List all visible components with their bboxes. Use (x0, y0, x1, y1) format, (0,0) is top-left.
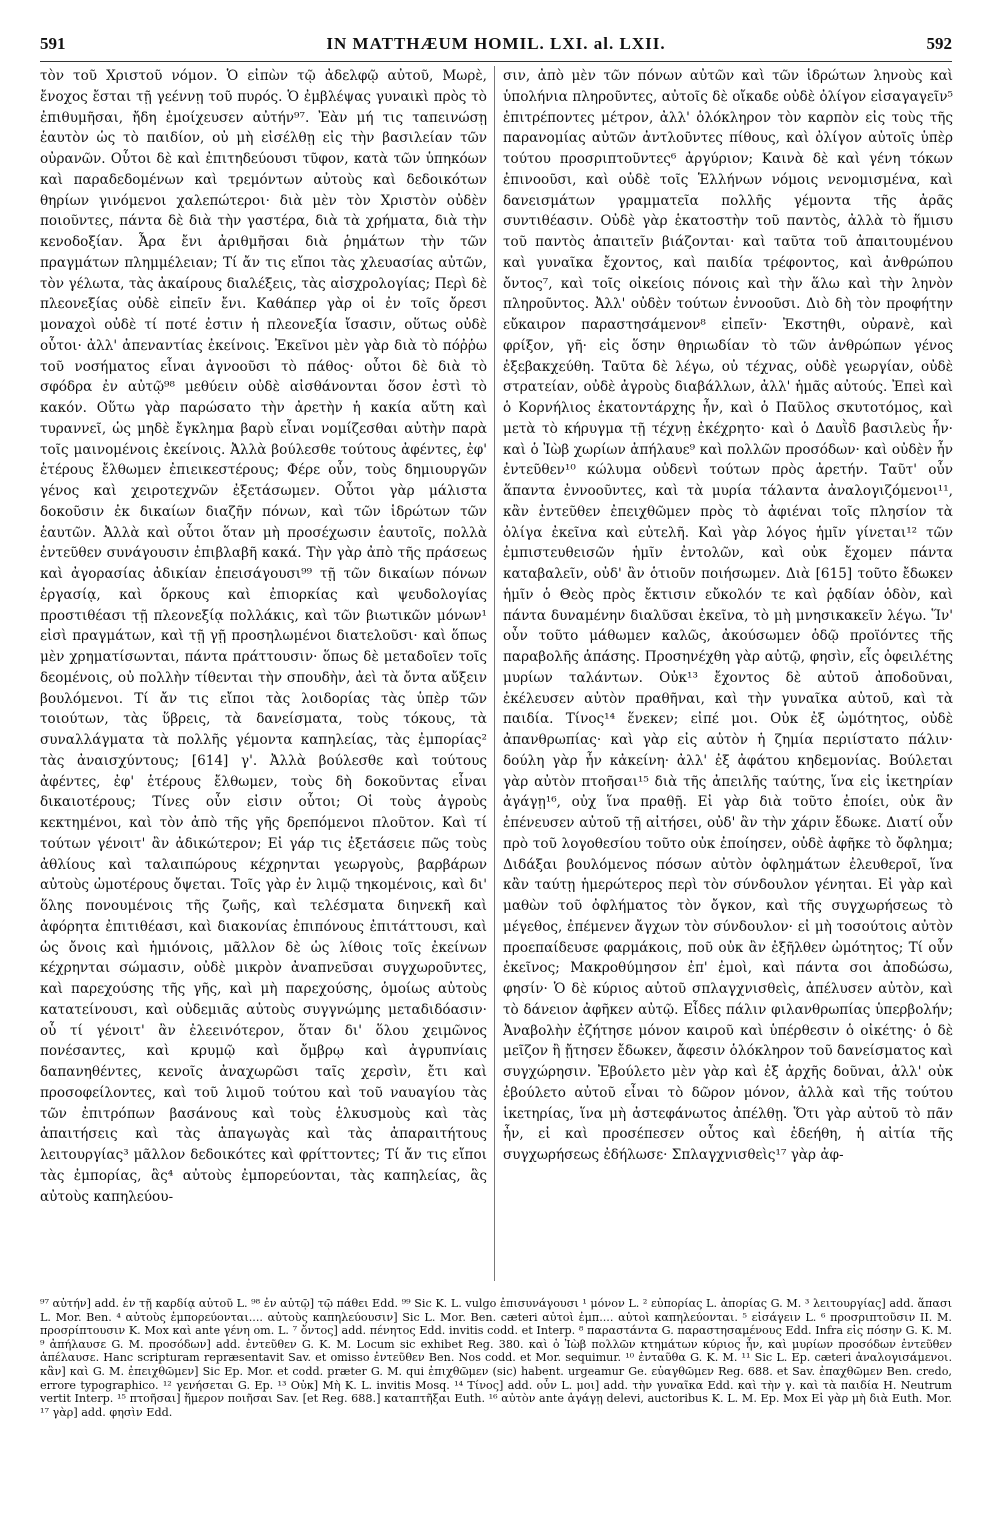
header-rule (40, 61, 952, 62)
running-title: IN MATTHÆUM HOMIL. LXI. al. LXII. (326, 34, 666, 53)
page-number-right: 592 (926, 34, 952, 53)
left-column (40, 66, 487, 1281)
right-column-text: σιν, ἀπὸ μὲν τῶν πόνων αὐτῶν καὶ τῶν ἱδρώτων ληνοὺς καὶ ὑπολήνια πληροῦντες, αὐτοῖς δὲ οἴκαδε οὐδὲ ὀλίγον εἰσαγαγεῖν⁵ ἐπιτρέποντες μέτρον, ἀλλ' ὁλόκληρον τὸν καρπὸν εἰς τοὺς τῆς παρανομίας αὐτῶν ἀντλοῦντες πίθους, καὶ ὀλίγον αὐτοῖς ὑπὲρ τούτου προσριπτοῦντες⁶ ἀργύριον; Καινὰ δὲ καὶ γένη τόκων ἐπινοοῦσι, καὶ οὐδὲ τοῖς Ἑλλήνων νόμοις νενομισμένα, καὶ δανεισμάτων γραμματεῖα πολλῆς γέμοντα τῆς ἀρᾶς συντιθέασιν. Οὐδὲ γὰρ ἑκατοστὴν τοῦ παντὸς, ἀλλὰ τὸ ἥμισυ τοῦ παντὸς ἀπαιτεῖν βιάζονται· καὶ ταῦτα τοῦ ἀπαιτουμένου καὶ γυναῖκα ἔχοντος, καὶ παιδία τρέφοντος, καὶ ἀνθρώπου ὄντος⁷, καὶ τοῖς οἰκείοις πόνοις καὶ τὴν ἅλω καὶ τὴν ληνὸν πληροῦντος. Ἀλλ' οὐδὲν τούτων ἐννοοῦσι. Διὸ δὴ τὸν προφήτην εὔκαιρον παραστησάμενον⁸ εἰπεῖν· Ἐκστηθι, οὐρανὲ, καὶ φρίξον, γῆ· εἰς ὅσην θηριωδίαν τὸ τῶν ἀνθρώπων γένος ἐξεβακχεύθη. Ταῦτα δὲ λέγω, οὐ τέχνας, οὐδὲ γεωργίαν, οὐδὲ στρατείαν, οὐδὲ ἀγροὺς διαβάλλων, ἀλλ' ἡμᾶς αὐτούς. Ἐπεὶ καὶ ὁ Κορνήλιος ἑκατοντάρχης ἦν, καὶ ὁ Παῦλος σκυτοτόμος, καὶ μετὰ τὸ κήρυγμα τῇ τέχνῃ ἐκέχρητο· καὶ ὁ Δαυῒδ βασιλεὺς ἦν· καὶ ὁ Ἰὼβ χωρίων ἀπήλαυε⁹ καὶ πολλῶν προσόδων· καὶ οὐδὲν ἦν ἐντεῦθεν¹⁰ κώλυμα οὐδενὶ τούτων πρὸς ἀρετήν. Ταῦτ' οὖν ἅπαντα ἐννοοῦντες, καὶ τὰ μυρία τάλαντα ἀναλογιζόμενοι¹¹, κἂν ἐντεῦθεν ἐπειχθῶμεν πρὸς τὸ ἀφιέναι τοῖς πλησίον τὰ ὀλίγα ἐκεῖνα καὶ εὐτελῆ. Καὶ γὰρ λόγος ἡμῖν γίνεται¹² τῶν ἐμπιστευθεισῶν ἡμῖν ἐντολῶν, καὶ οὐκ ἔχομεν πάντα καταβαλεῖν, οὐδ' ἂν ὁτιοῦν ποιήσωμεν. Διὰ [615] τοῦτο ἔδωκεν ἡμῖν ὁ Θεὸς πρὸς ἔκτισιν εὔκολόν τε καὶ ῥᾳδίαν ὁδὸν, καὶ πάντα δυναμένην διαλῦσαι ἐκεῖνα, τὸ μὴ μνησικακεῖν λέγω. Ἵν' οὖν τοῦτο μάθωμεν καλῶς, ἀκούσωμεν ὁδῷ προϊόντες τῆς παραβολῆς ἁπάσης. Προσηνέχθη γὰρ αὐτῷ, φησὶν, εἷς ὀφειλέτης μυρίων ταλάντων. Οὐκ¹³ ἔχοντος δὲ αὐτοῦ ἀποδοῦναι, ἐκέλευσεν αὐτὸν πραθῆναι, καὶ τὴν γυναῖκα αὐτοῦ, καὶ τὰ παιδία. Τίνος¹⁴ ἕνεκεν; εἰπέ μοι. Οὐκ ἐξ ὠμότητος, οὐδὲ ἀπανθρωπίας· καὶ γὰρ εἰς αὐτὸν ἡ ζημία περιίστατο πάλιν· δούλη γὰρ ἦν κἀκείνη· ἀλλ' ἐξ ἀφάτου κηδεμονίας. Βούλεται γὰρ αὐτὸν πτοῆσαι¹⁵ διὰ τῆς ἀπειλῆς ταύτης, ἵνα εἰς ἱκετηρίαν ἀγάγῃ¹⁶, οὐχ ἵνα πραθῇ. Εἰ γὰρ διὰ τοῦτο ἐποίει, οὐκ ἂν ἐπένευσεν αὐτοῦ τῇ αἰτήσει, οὐδ' ἂν τὴν χάριν ἔδωκε. Διατί οὖν πρὸ τοῦ λογοθεσίου τοῦτο οὐκ ἐποίησεν, οὐδὲ ἀφῆκε τὸ ὄφλημα; Διδάξαι βουλόμενος πόσων αὐτὸν ὀφλημάτων ἐλευθεροῖ, ἵνα κἂν ταύτῃ ἡμερώτερος περὶ τὸν σύνδουλον γένηται. Εἰ γὰρ καὶ μαθὼν τοῦ ὀφλήματος τὸν ὄγκον, καὶ τῆς συγχωρήσεως τὸ μέγεθος, ἐπέμενεν ἄγχων τὸν σύνδουλον· εἰ μὴ τοσούτοις αὐτὸν προεπαίδευσε φαρμάκοις, ποῦ οὐκ ἂν ἐξῆλθεν ὠμότητος; Τί οὖν ἐκεῖνος; Μακροθύμησον ἐπ' ἐμοὶ, καὶ πάντα σοι ἀποδώσω, φησίν· Ὁ δὲ κύριος αὐτοῦ σπλαγχνισθεὶς, ἀπέλυσεν αὐτὸν, καὶ τὸ δάνειον ἀφῆκεν αὐτῷ. Εἶδες πάλιν φιλανθρωπίας ὑπερβολήν; Ἀναβολὴν ἐζήτησε μόνον καιροῦ καὶ ὑπέρθεσιν ὁ οἰκέτης· ὁ δὲ μεῖζον ἢ ᾔτησεν ἔδωκεν, ἄφεσιν ὁλόκληρον τοῦ δανείσματος καὶ συγχώρησιν. Ἐβούλετο μὲν γὰρ καὶ ἐξ ἀρχῆς δοῦναι, ἀλλ' οὐκ ἐβούλετο αὐτοῦ εἶναι τὸ δῶρον μόνον, ἀλλὰ καὶ τῆς τούτου ἱκετηρίας, ἵνα μὴ ἀστεφάνωτος ἀπέλθῃ. Ὅτι γὰρ αὐτοῦ τὸ πᾶν ἦν, εἰ καὶ προσέπεσεν οὗτος καὶ ἐδεήθη, ἡ αἰτία τῆς συγχωρήσεως ἐδήλωσε· Σπλαγχνισθεὶς¹⁷ γὰρ ἀφ- (503, 68, 953, 1163)
footnotes-text: ⁹⁷ αὐτήν] add. ἐν τῇ καρδίᾳ αὐτοῦ L. ⁹⁸ ἐν αὐτῷ] τῷ πάθει Edd. ⁹⁹ Sic K. L. vulgo ἐπισυνάγουσι ¹ μόνον L. ² εὐπορίας L. ἀπορίας G. M. ³ λειτουργίας] add. ἅπασι L. Mor. Ben. ⁴ αὐτοὺς ἐμπορεύονται.... αὐτοὺς καπηλεύουσιν] Sic L. Mor. Ben. cæteri αὐτοὶ ἐμπ.... αὐτοὶ καπηλεύονται. ⁵ εἰσάγειν L. ⁶ προσριπτοῦσιν II. M. προσρίπτουσιν K. Mox καὶ ante γένη om. L. ⁷ ὄντος] add. πένητος Edd. invitis codd. et Interp. ⁸ παραστάντα G. παραστησαμένους Edd. Infra εἰς πόσην G. K. M. ⁹ ἀπήλαυσε G. M. προσόδων] add. ἐντεῦθεν G. K. M. Locum sic exhibet Reg. 380. καὶ ὁ Ἰὼβ πολλῶν κτημάτων κύριος ἦν, καὶ μυρίων προσόδων ἐντεῦθεν ἀπέλαυσε. Hanc scripturam repræsentavit Sav. et omisso ἐντεῦθεν Ben. Nos codd. et Mor. sequimur. ¹⁰ ἐνταῦθα G. K. M. ¹¹ Sic L. Ep. cæteri ἀναλογισάμενοι. κἂν] καὶ G. M. ἐπειχθῶμεν] Sic Ep. Mor. et codd. præter G. M. qui ἐπιχθῶμεν (sic) habent. urgeamur Ge. εὐαγθῶμεν Reg. 688. et Sav. ἐπαχθῶμεν Ben. credo, errore typographico. ¹² γενήσεται G. Ep. ¹³ Οὐκ] Μὴ K. L. invitis Mosq. ¹⁴ Τίνος] add. οὖν L. μοι] add. τὴν γυναῖκα Edd. καὶ τὴν γ. καὶ τὰ παιδία H. Neutrum vertit Interp. ¹⁵ πτοῆσαι] ἥμερον ποιῆσαι Sav. [et Reg. 688.] καταπτῆξαι Euth. ¹⁶ αὐτὸν ante ἀγάγῃ delevi, auctoribus K. L. M. Ep. Mox Εἰ γὰρ μὴ διὰ Euth. Mor. ¹⁷ γὰρ] add. φησὶν Edd. (40, 1297, 952, 1419)
running-head (40, 30, 952, 60)
column-divider (494, 66, 495, 1281)
page-number-left: 591 (40, 34, 66, 53)
footnotes (40, 1297, 952, 1527)
right-column (503, 66, 953, 1281)
left-column-text: τὸν τοῦ Χριστοῦ νόμον. Ὁ εἰπὼν τῷ ἀδελφῷ αὐτοῦ, Μωρὲ, ἔνοχος ἔσται τῇ γεέννῃ τοῦ πυρός. Ὁ ἐμβλέψας γυναικὶ πρὸς τὸ ἐπιθυμῆσαι, ἤδη ἐμοίχευσεν αὐτήν⁹⁷. Ἐὰν μή τις ταπεινώσῃ ἑαυτὸν ὡς τὸ παιδίον, οὐ μὴ εἰσέλθῃ εἰς τὴν βασιλείαν τῶν οὐρανῶν. Οὗτοι δὲ καὶ ἐπιτηδεύουσι τῦφον, κατὰ τῶν ὑπηκόων καὶ παραδεδομένων καὶ τρεμόντων αὐτοὺς καὶ δεδοικότων θηρίων γινόμενοι χαλεπώτεροι· διὰ μὲν τὸν Χριστὸν οὐδὲν ποιοῦντες, πάντα δὲ διὰ τὴν γαστέρα, διὰ τὰ χρήματα, διὰ τὴν κενοδοξίαν. Ἆρα ἔνι ἀριθμῆσαι διὰ ῥημάτων τὴν τῶν πραγμάτων πλημμέλειαν; Τί ἄν τις εἴποι τὰς χλευασίας αὐτῶν, τὸν γέλωτα, τὰς ἀκαίρους διαλέξεις, τὰς αἰσχρολογίας; Περὶ δὲ πλεονεξίας οὐδὲ εἰπεῖν ἔνι. Καθάπερ γὰρ οἱ ἐν τοῖς ὄρεσι μοναχοὶ οὐδὲ τί ποτέ ἐστιν ἡ πλεονεξία ἴσασιν, οὕτως οὐδὲ οὗτοι· ἀλλ' ἀπεναντίας ἐκείνοις. Ἐκεῖνοι μὲν γὰρ διὰ τὸ πόῤῥω τοῦ νοσήματος εἶναι ἀγνοοῦσι τὸ πάθος· οὗτοι δὲ διὰ τὸ σφόδρα ἐν αὐτῷ⁹⁸ μεθύειν οὐδὲ αἰσθάνονται ὅσον ἐστὶ τὸ κακόν. Οὕτω γὰρ παρώσατο τὴν ἀρετὴν ἡ κακία αὕτη καὶ τυραννεῖ, ὡς μηδὲ ἔγκλημα βαρὺ εἶναι νομίζεσθαι αὐτὴν παρὰ τοῖς μαινομένοις ἐκείνοις. Ἀλλὰ βούλεσθε τούτους ἀφέντες, ἐφ' ἑτέρους ἔλθωμεν ἐπιεικεστέρους; Φέρε οὖν, τοὺς δημιουργῶν γένος καὶ χειροτεχνῶν ἐξετάσωμεν. Οὗτοι γὰρ μάλιστα δοκοῦσιν ἐκ δικαίων διαζῆν πόνων, καὶ τῶν ἱδρώτων τῶν ἑαυτῶν. Ἀλλὰ καὶ οὗτοι ὅταν μὴ προσέχωσιν ἑαυτοῖς, πολλὰ ἐντεῦθεν συνάγουσιν ἐπιβλαβῆ κακά. Τὴν γὰρ ἀπὸ τῆς πράσεως καὶ ἀγορασίας ἀδικίαν ἐπεισάγουσι⁹⁹ τῇ τῶν δικαίων πόνων ἐργασίᾳ, καὶ ὅρκους καὶ ἐπιορκίας καὶ ψευδολογίας προστιθέασι τῇ πλεονεξίᾳ πολλάκις, καὶ τῶν βιωτικῶν μόνων¹ εἰσὶ πραγμάτων, καὶ τῇ γῇ προσηλωμένοι διατελοῦσι· καὶ ὅπως μὲν χρηματίσωνται, πάντα πράττουσιν· ὅπως δὲ μεταδοῖεν τοῖς δεομένοις, οὐ πολλὴν τίθενται τὴν σπουδὴν, ἀεὶ τὰ ὄντα αὔξειν βουλόμενοι. Τί ἄν τις εἴποι τὰς λοιδορίας τὰς ὑπὲρ τῶν τοιούτων, τὰς ὕβρεις, τὰ δανείσματα, τοὺς τόκους, τὰ συναλλάγματα τὰ πολλῆς γέμοντα καπηλείας, τὰς ἐμπορίας² τὰς ἀναισχύντους; [614] γ'. Ἀλλὰ βούλεσθε καὶ τούτους ἀφέντες, ἐφ' ἑτέρους ἔλθωμεν, τοὺς δὴ δοκοῦντας εἶναι δικαιοτέρους; Τίνες οὖν εἰσιν οὗτοι; Οἱ τοὺς ἀγροὺς κεκτημένοι, καὶ τὸν ἀπὸ τῆς γῆς δρεπόμενοι πλοῦτον. Καὶ τί τούτων γένοιτ' ἂν ἀδικώτερον; Εἰ γάρ τις ἐξετάσειε πῶς τοὺς ἀθλίους καὶ ταλαιπώρους κέχρηνται γεωργοὺς, βαρβάρων αὐτοὺς ὠμοτέρους ὄψεται. Τοῖς γὰρ ἐν λιμῷ τηκομένοις, καὶ δι' ὅλης πονουμένοις τῆς ζωῆς, καὶ τελέσματα διηνεκῆ καὶ ἀφόρητα ἐπιτιθέασι, καὶ διακονίας ἐπιπόνους ἐπιτάττουσι, καὶ ὡς ὄνοις καὶ ἡμιόνοις, μᾶλλον δὲ ὡς λίθοις τοῖς ἐκείνων κέχρηνται σώμασιν, οὐδὲ μικρὸν ἀναπνεῦσαι συγχωροῦντες, καὶ παρεχούσης τῆς γῆς, καὶ μὴ παρεχούσης, ὁμοίως αὐτοὺς κατατείνουσι, καὶ οὐδεμιᾶς αὐτοὺς συγγνώμης μεταδιδόασιν· οὗ τί γένοιτ' ἂν ἐλεεινότερον, ὅταν δι' ὅλου χειμῶνος πονέσαντες, καὶ κρυμῷ καὶ ὄμβρῳ καὶ ἀγρυπνίαις δαπανηθέντες, κενοῖς ἀναχωρῶσι ταῖς χερσὶν, ἔτι καὶ προσοφείλοντες, καὶ τοῦ λιμοῦ τούτου καὶ τοῦ ναυαγίου τὰς τῶν ἐπιτρόπων βασάνους καὶ τοὺς ἑλκυσμοὺς καὶ τὰς ἀπαιτήσεις καὶ τὰς ἀπαγωγὰς καὶ τὰς ἀπαραιτήτους λειτουργίας³ μᾶλλον δεδοικότες καὶ φρίττοντες; Τί ἄν τις εἴποι τὰς ἐμπορίας, ἃς⁴ αὐτοὺς ἐμπορεύονται, τὰς καπηλείας, ἃς αὐτοὺς καπηλεύου- (40, 68, 487, 1205)
